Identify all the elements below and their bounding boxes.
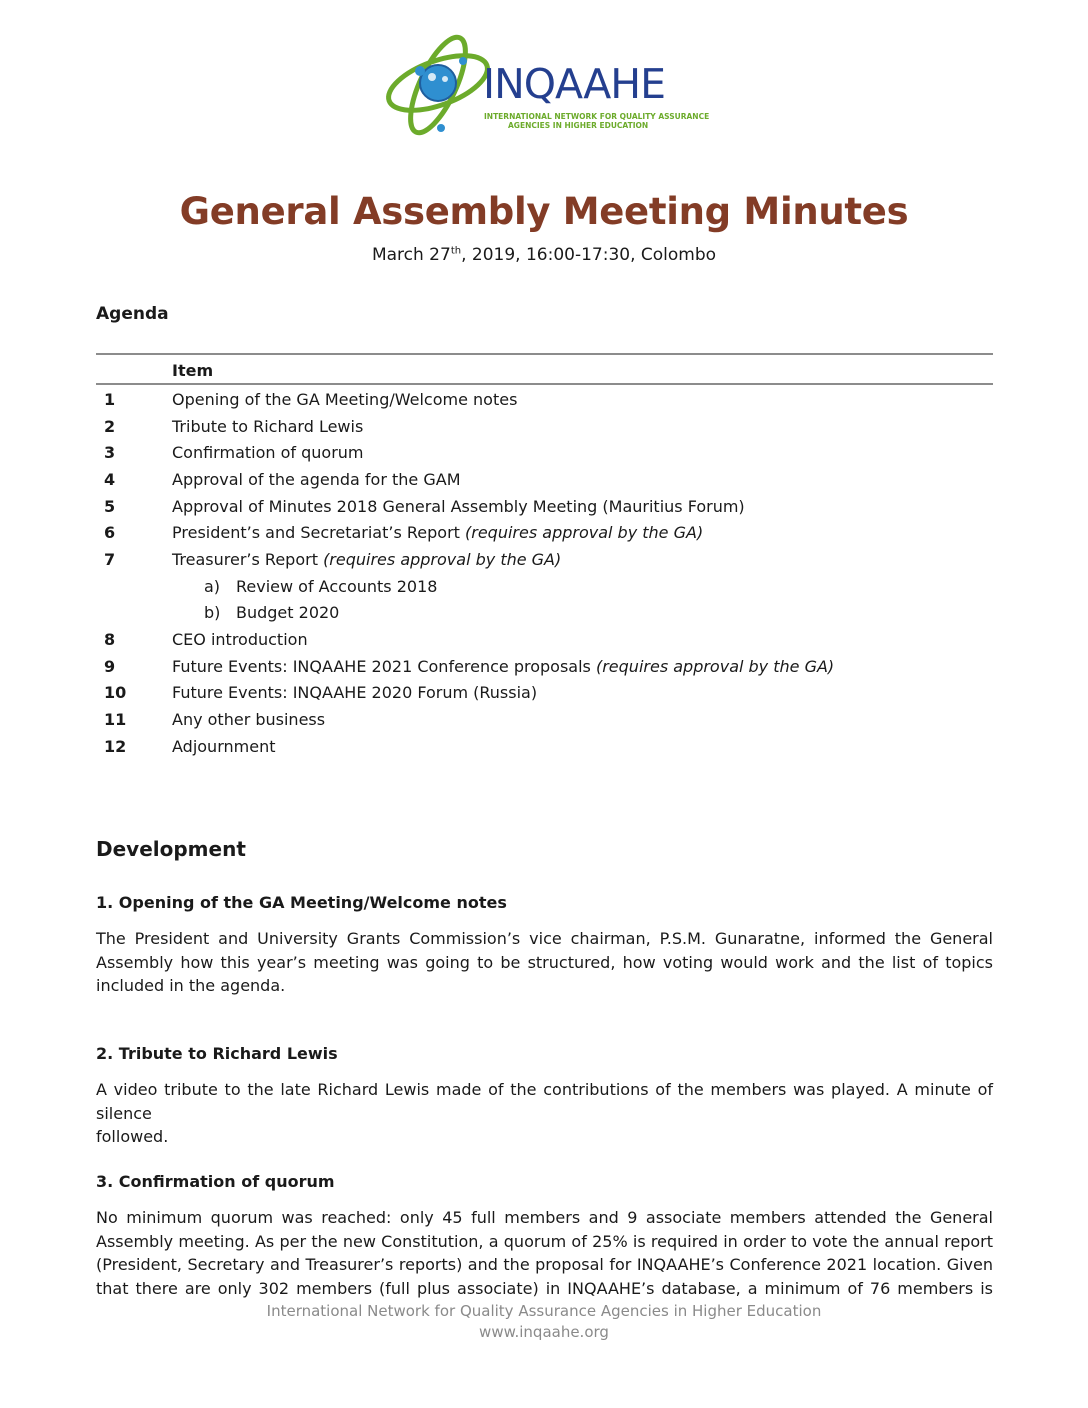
section-paragraph: The President and University Grants Commission’s vice chairman, P.S.M. Gunaratne, informed the General Assembly how this year’s meeting was going to be structured, how voting would work and the list of topics included in the agenda. [96,929,993,995]
agenda-item-text: Tribute to Richard Lewis [172,417,364,436]
inqaahe-logo [383,33,710,143]
meeting-date-line [0,245,1088,265]
agenda-row [96,523,993,549]
agenda-number: 11 [104,710,127,729]
subitem-text: Budget 2020 [236,603,340,622]
agenda-item-text: President’s and Secretariat’s Report (requires approval by the GA) [172,523,704,542]
section-paragraph: A video tribute to the late Richard Lewis made of the contributions of the members was played. A minute of silence followed. [96,1080,993,1146]
subitem-text: Review of Accounts 2018 [236,577,438,596]
agenda-item-text: Approval of Minutes 2018 General Assembly Meeting (Mauritius Forum) [172,497,745,516]
agenda-item-text: Adjournment [172,737,276,756]
agenda-item-text: Treasurer’s Report (requires approval by the GA) [172,550,562,569]
agenda-number: 4 [104,470,116,489]
logo-tagline [484,112,710,130]
footer-organization: International Network for Quality Assurance Agencies in Higher Education [266,1302,822,1320]
table-top-rule [96,353,993,355]
agenda-item-text: Opening of the GA Meeting/Welcome notes [172,390,518,409]
agenda-number: 12 [104,737,127,756]
agenda-number: 1 [104,390,116,409]
agenda-row [96,683,993,709]
agenda-subrow [96,603,993,629]
agenda-row [96,390,993,416]
logo-tagline-line-1: INTERNATIONAL NETWORK FOR QUALITY ASSURANCE [484,112,710,121]
subitem-label: a) [204,577,221,596]
agenda-number: 7 [104,550,116,569]
agenda-row [96,737,993,763]
agenda-row [96,550,993,576]
section-heading: 1. Opening of the GA Meeting/Welcome notes [96,893,507,912]
agenda-item-text: Approval of the agenda for the GAM [172,470,461,489]
section-heading: 3. Confirmation of quorum [96,1172,335,1191]
development-heading: Development [96,837,246,861]
agenda-item-text: Confirmation of quorum [172,443,364,462]
agenda-row [96,470,993,496]
agenda-subrow [96,577,993,603]
agenda-number: 3 [104,443,116,462]
agenda-number: 9 [104,657,116,676]
agenda-number: 5 [104,497,116,516]
table-header-rule [96,383,993,385]
agenda-item-text: CEO introduction [172,630,308,649]
logo-globe-icon [383,33,493,143]
logo-wordmark: INQAAHE [483,60,666,108]
agenda-heading: Agenda [96,304,169,324]
date-suffix: , 2019, 16:00-17:30, Colombo [461,245,717,265]
section-heading: 2. Tribute to Richard Lewis [96,1044,338,1063]
agenda-item-text: Future Events: INQAAHE 2020 Forum (Russia) [172,683,538,702]
agenda-number: 2 [104,417,116,436]
agenda-row [96,630,993,656]
agenda-number: 10 [104,683,127,702]
agenda-number: 6 [104,523,116,542]
section-paragraph: No minimum quorum was reached: only 45 full members and 9 associate members attended the General Assembly meeting. As per the new Constitution, a quorum of 25% is required in order to vote the annual report (President, Secretary and Treasurer’s reports) and the proposal for INQAAHE’s Conference 2021 location. Given that there are only 302 members (full plus associate) in INQAAHE’s database, a minimum of 76 members is [96,1208,993,1298]
agenda-row [96,710,993,736]
agenda-number: 8 [104,630,116,649]
document-title: General Assembly Meeting Minutes [179,190,909,233]
agenda-row [96,443,993,469]
logo-tagline-line-2: AGENCIES IN HIGHER EDUCATION [508,121,649,130]
table-header-item: Item [172,361,214,380]
date-prefix: March 27 [371,245,451,265]
footer-website-link[interactable]: www.inqaahe.org [479,1323,609,1341]
date-superscript: th [450,245,462,257]
subitem-label: b) [204,603,221,622]
agenda-row [96,417,993,443]
agenda-item-text: Future Events: INQAAHE 2021 Conference proposals (requires approval by the GA) [172,657,835,676]
agenda-row [96,657,993,683]
agenda-row [96,497,993,523]
agenda-item-text: Any other business [172,710,326,729]
